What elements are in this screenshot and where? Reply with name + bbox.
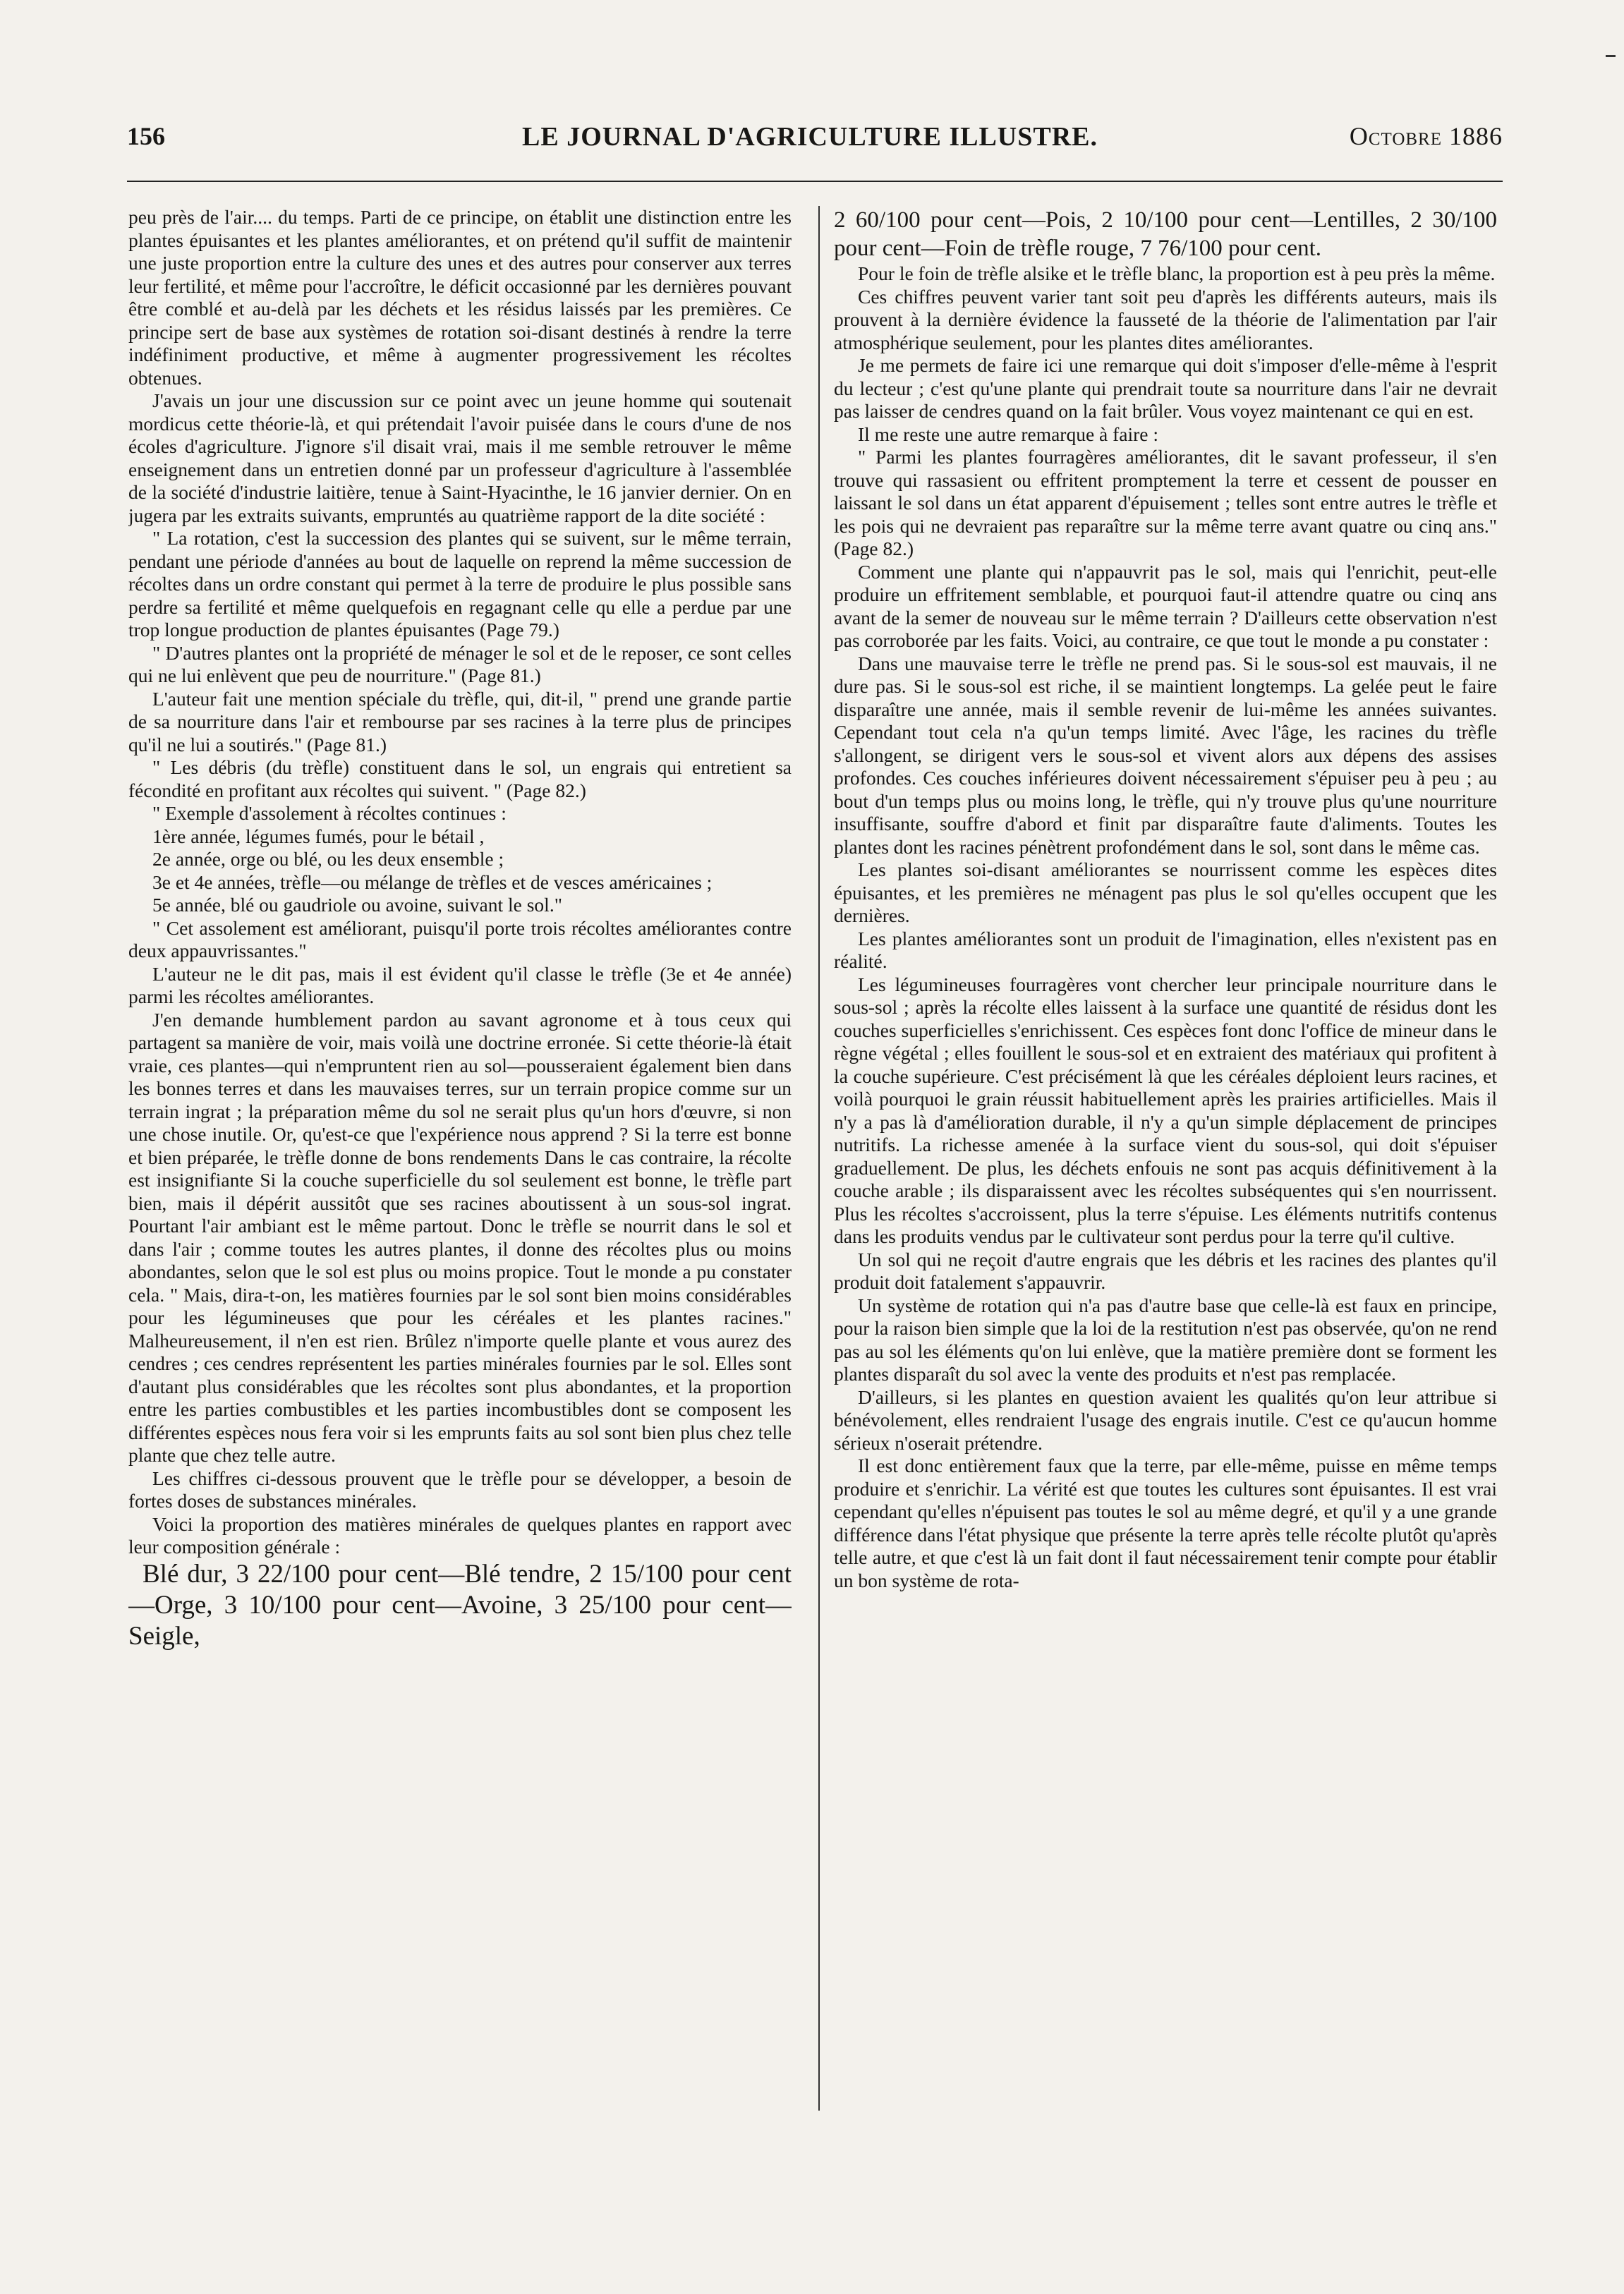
paragraph: Je me permets de faire ici une remarque qui doit s'imposer d'elle-même à l'esprit du lecteur ; c'est qu'une plante qui prendrait toute sa nourriture dans l'air ne devrait pas laisser de cendres quand on la fait brûler. Vous voyez maintenant ce qui en est. xyxy=(834,354,1497,422)
paragraph: Comment une plante qui n'appauvrit pas le sol, mais qui l'enrichit, peut-elle produire un effritement semblable, et pourquoi faut-il attendre quatre ou cinq ans avant de la semer de nouveau sur le même terrain ? D'ailleurs cette observation n'est pas corroborée par les faits. Voici, au contraire, ce que tout le monde a pu constater : xyxy=(834,560,1497,651)
paragraph: Il me reste une autre remarque à faire : xyxy=(858,423,1159,445)
paragraph: Ces chiffres peuvent varier tant soit peu d'après les différents auteurs, mais ils prouvent à la dernière évidence la fausseté de la théorie de l'alimentation par l'air atmosphérique seulement, pour les plantes dites améliorantes. xyxy=(834,285,1497,353)
paragraph: L'auteur fait une mention spéciale du trèfle, qui, dit-il, " prend une grande partie de sa nourriture dans l'air et rembourse par ses racines à la terre plus de principes qu'il ne lui a soutirés." (Page 81.) xyxy=(128,687,792,755)
column-divider xyxy=(818,206,820,2111)
issue-date: Octobre 1886 xyxy=(1349,122,1503,150)
paragraph: J'avais un jour une discussion sur ce point avec un jeune homme qui soutenait mordicus cette théorie-là, et qui prétendait l'avoir puisée dans le cours d'une de nos écoles d'agriculture. J'ignore s'il disait vrai, mais il me semble retrouver le même enseignement dans un entretien donné par un professeur d'agriculture à l'assemblée de la société d'industrie laitière, tenue à Saint-Hyacinthe, le 16 janvier dernier. On en jugera par les extraits suivants, empruntés au quatrième rapport de la dite société : xyxy=(128,389,792,526)
paragraph: Il est donc entièrement faux que la terre, par elle-même, puisse en même temps produire et s'enrichir. La vérité est que toutes les cultures sont épuisantes. Il est vrai cependant qu'elles n'épuisent pas toutes le sol au même degré, et qu'il y a une grande différence dans l'état physique que présente la terre après telle récolte plutôt qu'après telle autre, et que c'est là un fait dont il faut nécessairement tenir compte pour établir un bon système de rota- xyxy=(834,1455,1497,1591)
paragraph: " D'autres plantes ont la propriété de ménager le sol et de le reposer, ce sont celles qui ne lui enlèvent que peu de nourriture." (Page 81.) xyxy=(128,641,792,686)
paragraph: L'auteur ne le dit pas, mais il est évident qu'il classe le trèfle (3e et 4e année) parmi les récoltes améliorantes. xyxy=(128,962,792,1007)
header-rule xyxy=(127,181,1503,182)
paragraph: " La rotation, c'est la succession des plantes qui se suivent, sur le même terrain, pendant une période d'années au bout de laquelle on reprend la même succession de récoltes dans un ordre constant qui permet à la terre de produire le plus possible sans perdre sa fertilité et même quelquefois en regagnant celle qu elle a perdue par une trop longue production de plantes épuisantes (Page 79.) xyxy=(128,527,792,641)
paragraph: " Parmi les plantes fourragères améliorantes, dit le savant professeur, il s'en trouve qui rassasient ou effritent promptement la terre et cessent de pousser en laissant le sol dans un état apparent d'épuisement ; telles sont entre autres le trèfle et les pois qui ne devraient pas reparaître sur la même terre avant quatre ou cinq ans." (Page 82.) xyxy=(834,446,1497,559)
paragraph: Les chiffres ci-dessous prouvent que le trèfle pour se développer, a besoin de fortes doses de substances minérales. xyxy=(128,1467,792,1512)
paragraph: Un système de rotation qui n'a pas d'autre base que celle-là est faux en principe, pour la raison bien simple que la loi de la restitution n'est pas observée, qu'on ne rend pas au sol les éléments qu'on lui enlève, que la matière première dont se forment les plantes disparaît du sol avec la vente des produits et n'est pas remplacée. xyxy=(834,1294,1497,1385)
paragraph: D'ailleurs, si les plantes en question avaient les qualités qu'on leur attribue si bénévolement, elles rendraient l'usage des engrais inutile. C'est ce qu'aucun homme sérieux n'oserait prétendre. xyxy=(834,1385,1497,1454)
paragraph: Les plantes améliorantes sont un produit de l'imagination, elles n'existent pas en réalité. xyxy=(834,927,1497,972)
page-header xyxy=(127,121,1503,164)
mineral-figures: Blé dur, 3 22/100 pour cent—Blé tendre, 2 15/100 pour cent—Orge, 3 10/100 pour cent—Avoine, 3 25/100 pour cent—Seigle, xyxy=(128,1559,792,1651)
paragraph: Dans une mauvaise terre le trèfle ne prend pas. Si le sous-sol est mauvais, il ne dure pas. Si le sous-sol est riche, il se maintient longtemps. La gelée peut le faire disparaître une année, mais il semble revenir de lui-même les années suivantes. Cependant tout cela n'a qu'un temps limité. Avec l'âge, les racines du trèfle s'allongent, se dirigent vers le sous-sol et vivent alors aux dépens des assises profondes. Ces couches inférieures doivent nécessairement s'épuiser peu à peu ; au bout d'un temps plus ou moins long, le trèfle, qui n'y trouve plus qu'une nourriture insuffisante, souffre d'abord et finit par disparaître faute d'aliments. Toutes les plantes dont les racines pénètrent profondément dans le sol, sont dans le même cas. xyxy=(834,652,1497,858)
paragraph: peu près de l'air.... du temps. Parti de ce principe, on établit une distinction entre les plantes épuisantes et les plantes améliorantes, et on prétend qu'il suffit de maintenir une juste proportion entre la culture des unes et des autres pour conserver aux terres leur fertilité, et même pour l'accroître, le déficit occasionné par les dernières pouvant être comblé et au-delà par les déchets et les résidus laissés par les premières. Ce principe sert de base aux systèmes de rotation soi-disant destinés à rendre la terre indéfiniment productive, et même à augmenter progressivement les récoltes obtenues. xyxy=(128,206,792,389)
journal-title: LE JOURNAL D'AGRICULTURE ILLUSTRE. xyxy=(522,122,1098,152)
paragraph: 5e année, blé ou gaudriole ou avoine, suivant le sol." xyxy=(152,894,562,916)
paragraph: " Les débris (du trèfle) constituent dans le sol, un engrais qui entretient sa fécondité en profitant aux récoltes qui suivent. " (Page 82.) xyxy=(128,756,792,801)
paragraph: Un sol qui ne reçoit d'autre engrais que les débris et les racines des plantes qu'il produit doit fatalement s'appauvrir. xyxy=(834,1248,1497,1293)
paragraph: " Exemple d'assolement à récoltes continues : xyxy=(152,802,507,824)
paragraph: Pour le foin de trèfle alsike et le trèfle blanc, la proportion est à peu près la même. xyxy=(858,262,1496,284)
paragraph: Les légumineuses fourragères vont chercher leur principale nourriture dans le sous-sol ; après la récolte elles laissent à la surface une quantité de résidus dont les couches superficielles s'enrichissent. Ces espèces font donc l'office de mineur dans le règne végétal ; elles fouillent le sous-sol et en extraient des matériaux qui profitent à la couche supérieure. C'est précisément là que les céréales déploient leurs racines, et voilà pourquoi le grain réussit habituellement après les prairies artificielles. Mais il n'y a pas là d'amélioration durable, il n'y a qu'un simple déplacement de principes nutritifs. La richesse amenée à la surface vient du sous-sol, qui doit s'épuiser graduellement. De plus, les déchets enfouis ne sont pas acquis définitivement à la couche arable ; ils disparaissent avec les récoltes subséquentes qui s'en nourrissent. Plus les récoltes s'accroissent, plus la terre s'épuise. Les éléments nutritifs contenus dans les produits vendus par le cultivateur sont perdus pour la terre qu'il cultive. xyxy=(834,973,1497,1247)
corner-dash xyxy=(1606,55,1616,57)
paragraph: Voici la proportion des matières minérales de quelques plantes en rapport avec leur composition générale : xyxy=(128,1512,792,1558)
paragraph: 3e et 4e années, trèfle—ou mélange de trèfles et de vesces américaines ; xyxy=(152,870,713,893)
paragraph: 2e année, orge ou blé, ou les deux ensemble ; xyxy=(152,848,504,870)
left-column xyxy=(128,206,792,2238)
right-column xyxy=(834,206,1497,2238)
paragraph: 1ère année, légumes fumés, pour le bétail , xyxy=(152,825,485,847)
paragraph: " Cet assolement est améliorant, puisqu'il porte trois récoltes améliorantes contre deux appauvrissantes." xyxy=(128,916,792,961)
paragraph: Les plantes soi-disant améliorantes se nourrissent comme les espèces dites épuisantes, et les premières ne ménagent pas plus le sol qu'elles occupent que les dernières. xyxy=(834,858,1497,926)
page-number: 156 xyxy=(127,122,165,150)
paragraph: J'en demande humblement pardon au savant agronome et à tous ceux qui partagent sa manière de voir, mais voilà une doctrine erronée. Si cette théorie-là était vraie, ces plantes—qui n'empruntent rien au sol—pousseraient également bien dans les bonnes terres et dans les mauvaises terres, sur un terrain propice comme sur un terrain ingrat ; la préparation même du sol ne serait plus qu'un hors d'œuvre, si non une chose inutile. Or, qu'est-ce que l'expérience nous apprend ? Si la terre est bonne et bien préparée, le trèfle donne de bons rendements Dans le cas contraire, la récolte est insignifiante Si la couche superficielle du sol seulement est bonne, le trèfle part bien, mais il dépérit aussitôt que ses racines aboutissent à un sous-sol ingrat. Pourtant l'air ambiant est le même partout. Donc le trèfle se nourrit dans le sol et dans l'air ; comme toutes les autres plantes, il donne des récoltes plus ou moins abondantes, selon que le sol est plus ou moins propice. Tout le monde a pu constater cela. " Mais, dira-t-on, les matières fournies par le sol sont bien moins considérables pour les légumineuses que pour les céréales et les plantes racines." Malheureusement, il n'en est rien. Brûlez n'importe quelle plante et vous aurez des cendres ; ces cendres représentent les parties minérales fournies par le sol. Elles sont d'autant plus considérables que les récoltes sont plus abondantes, et la proportion entre les parties combustibles et les parties incombustibles dont se composent les différentes espèces nous fera voir si les emprunts faits au sol sont bien plus chez telle plante que chez telle autre. xyxy=(128,1008,792,1466)
mineral-figures-continued: 2 60/100 pour cent—Pois, 2 10/100 pour cent—Lentilles, 2 30/100 pour cent—Foin de trèfle rouge, 7 76/100 pour cent. xyxy=(834,207,1497,261)
